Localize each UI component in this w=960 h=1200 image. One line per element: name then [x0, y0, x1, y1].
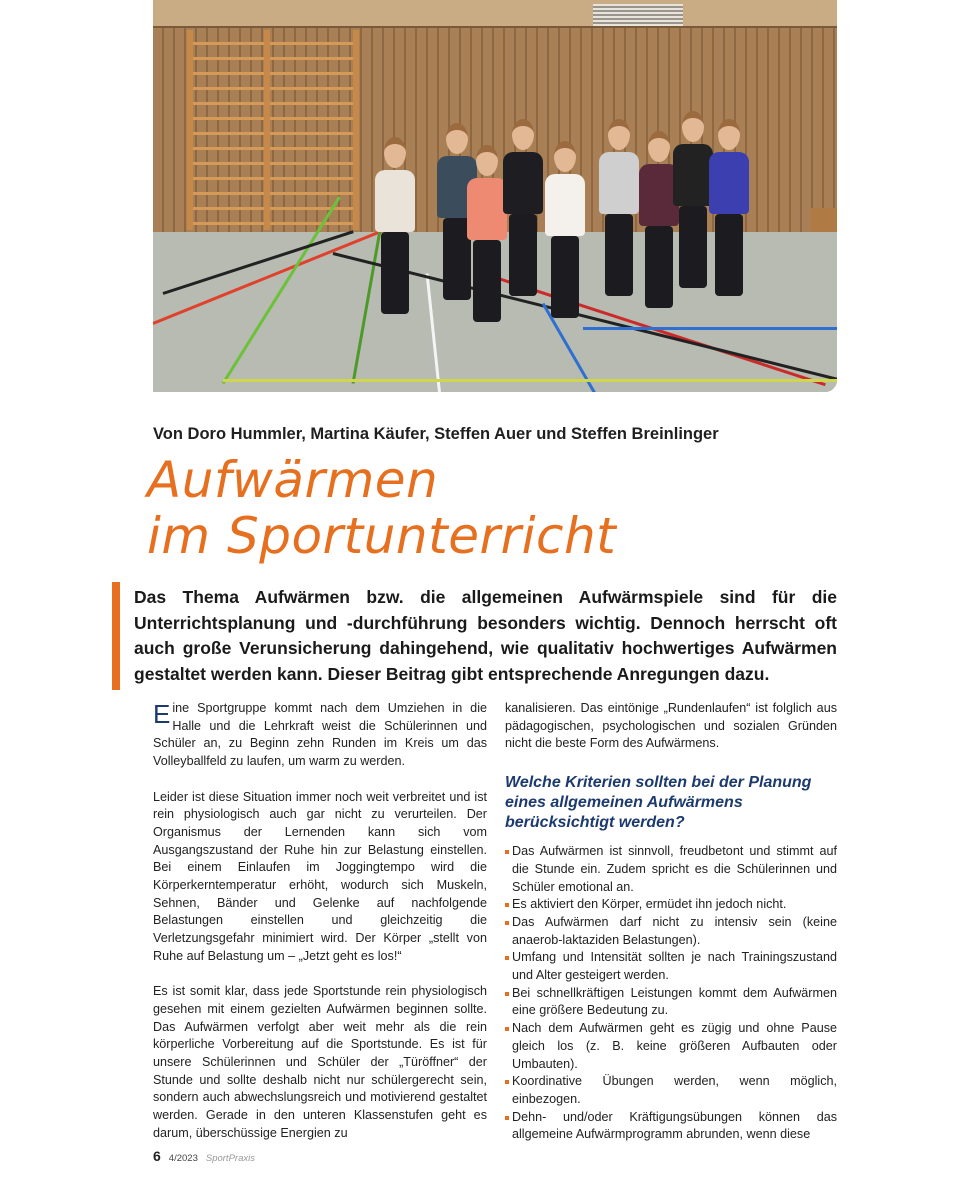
list-item: Es aktiviert den Körper, ermüdet ihn jedoch nicht. [505, 896, 837, 914]
body-paragraph-4: kanalisieren. Das eintönige „Rundenlaufen“ ist folglich aus pädagogischen, psychologischen und sozialen Gründen nicht die beste Form des Aufwärmens. [505, 701, 837, 751]
runner-figure [375, 137, 415, 314]
runner-figure [709, 119, 749, 296]
article-title [147, 452, 616, 564]
bullet-icon [505, 956, 509, 960]
gym-warmup-photo [153, 0, 837, 392]
page-number: 6 [153, 1148, 161, 1164]
runner-figure [467, 145, 507, 322]
list-item: Nach dem Aufwärmen geht es zügig und ohne Pause gleich los (z. B. keine größeren Aufbauten oder Umbauten). [505, 1020, 837, 1073]
criteria-list [505, 843, 837, 1144]
wall-bars-divider [264, 30, 270, 230]
lead-accent-bar [112, 582, 120, 690]
list-item: Das Aufwärmen darf nicht zu intensiv sein (keine anaerob-laktaziden Belastungen). [505, 914, 837, 949]
court-line [583, 327, 837, 330]
court-line [163, 230, 354, 295]
runner-figure [545, 141, 585, 318]
runner-figure [503, 119, 543, 296]
issue-number: 4/2023 [168, 1153, 198, 1164]
list-item: Das Aufwärmen ist sinnvoll, freudbetont und stimmt auf die Stunde ein. Zudem spricht es die Schülerinnen und Schüler emotional an. [505, 843, 837, 896]
wall-top-panel [153, 0, 837, 28]
bullet-icon [505, 1116, 509, 1120]
body-paragraph-1 [153, 700, 487, 771]
list-item: Umfang und Intensität sollten je nach Trainingszustand und Alter gesteigert werden. [505, 949, 837, 984]
court-line [153, 225, 395, 325]
section-subheading: Welche Kriterien sollten bei der Planung eines allgemeinen Aufwärmens berücksichtigt werden? [505, 774, 812, 832]
body-column-left [153, 700, 487, 1160]
ventilation-grille [593, 4, 683, 26]
lead-paragraph: Das Thema Aufwärmen bzw. die allgemeinen Aufwärmspiele sind für die Unterrichtsplanung und -durchführung besonders wichtig. Dennoch herrscht oft auch große Verunsicherung dahingehend, wie qualitativ hochwertiges Aufwärmen gestaltet werden kann. Dieser Beitrag gibt entsprechende Anregungen dazu. [134, 587, 837, 684]
bullet-icon [505, 1027, 509, 1031]
body-paragraph-3: Es ist somit klar, dass jede Sportstunde rein physiologisch gesehen mit einem gezielten Aufwärmen beginnen sollte. Das Aufwärmen verfolgt aber weit mehr als die rein körperliche Vorbereitung auf die Sportstunde. Es ist für unsere Schülerinnen und Schüler der „Türöffner“ der Stunde und sollte deshalb nicht nur schülergerecht sein, sondern auch abwechslungsreich und motivierend gestaltet werden. Gerade in den unteren Klassenstufen geht es darum, überschüssige Energien zu [153, 984, 487, 1140]
bullet-icon [505, 992, 509, 996]
drop-cap: E [153, 699, 171, 729]
magazine-name: SportPraxis [205, 1153, 255, 1164]
bullet-icon [505, 850, 509, 854]
page-footer [153, 1148, 255, 1164]
court-line [223, 379, 837, 382]
bullet-icon [505, 903, 509, 907]
bullet-icon [505, 921, 509, 925]
body-column-right [505, 700, 837, 1144]
bullet-icon [505, 1080, 509, 1084]
byline: Von Doro Hummler, Martina Käufer, Steffen Auer und Steffen Breinlinger [153, 425, 719, 443]
list-item: Koordinative Übungen werden, wenn möglich, einbezogen. [505, 1073, 837, 1108]
title-line-1: Aufwärmen [147, 451, 439, 509]
runner-figure [673, 111, 713, 288]
runner-figure [599, 119, 639, 296]
body-paragraph-2: Leider ist diese Situation immer noch weit verbreitet und ist rein physiologisch auch gar nicht zu verurteilen. Der Organismus der Lernenden kann sich vom Ausgangszustand der Ruhe hin zur Belastung einstellen. Bei einem Einlaufen im Joggingtempo wird die Körperkerntemperatur erhöht, wodurch sich Muskeln, Sehnen, Bänder und Gelenke auf nachfolgende Belastungen einstellen und gleichzeitig die Verletzungsgefahr minimiert wird. Der Körper „stellt von Ruhe auf Belastung um – „Jetzt geht es los!“ [153, 789, 487, 963]
list-item: Bei schnellkräftigen Leistungen kommt dem Aufwärmen eine größere Bedeutung zu. [505, 985, 837, 1020]
title-line-2: im Sportunterricht [147, 507, 617, 565]
list-item: Dehn- und/oder Kräftigungsübungen können das allgemeine Aufwärmprogramm abrunden, wenn diese [505, 1109, 837, 1144]
wall-bars [187, 30, 359, 230]
body-paragraph-1-text: ine Sportgruppe kommt nach dem Umziehen in die Halle und die Lehrkraft weist die Schülerinnen und Schüler an, zu Beginn zehn Runden im Kreis um das Volleyballfeld zu laufen, um warm zu werden. [153, 701, 487, 769]
